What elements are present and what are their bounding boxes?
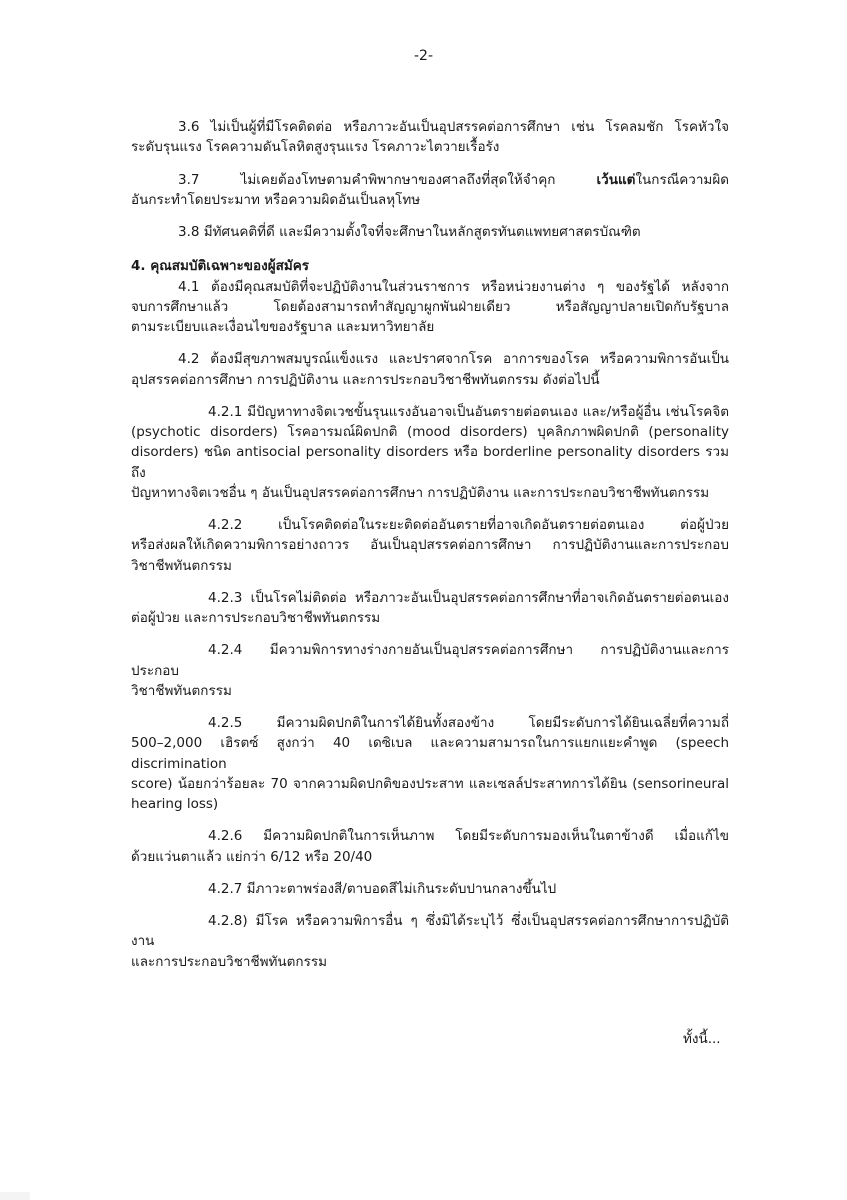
item-4-2-1-line-1: 4.2.1 มีปัญหาทางจิตเวชขั้นรุนแรงอันอาจเป็นอันตรายต่อตนเอง และ/หรือผู้อื่น เช่นโรคจิต (208, 403, 729, 420)
item-3-7-emphasis: เว้นแต่ (596, 171, 636, 188)
item-4-2-2-line-1: 4.2.2 เป็นโรคติดต่อในระยะติดต่ออันตรายที่อาจเกิดอันตรายต่อตนเอง ต่อผู้ป่วย (208, 517, 729, 533)
page-number: -2- (413, 48, 433, 64)
item-3-7 (131, 170, 729, 211)
item-4-2-2 (131, 515, 729, 576)
item-4-2-2-line-3: วิชาชีพทันตกรรม (131, 557, 232, 574)
item-4-2-1-line-2: (psychotic disorders) โรคอารมณ์ผิดปกติ (mood disorders) บุคลิกภาพผิดปกติ (personality (131, 424, 729, 440)
item-3-7-text-c: ในกรณีความผิด (635, 171, 729, 188)
item-4-2-7 (131, 879, 729, 899)
item-4-2-2-line-2: หรือส่งผลให้เกิดความพิการอย่างถาวร อันเป็นอุปสรรคต่อการศึกษา การปฏิบัติงานและการประกอบ (131, 537, 729, 554)
item-4-2-1-line-4: ปัญหาทางจิตเวชอื่น ๆ อันเป็นอุปสรรคต่อการศึกษา การปฏิบัติงาน และการประกอบวิชาชีพทันตกรรม (131, 484, 710, 501)
scan-corner-mark (0, 1192, 30, 1200)
item-4-2-3 (131, 588, 729, 629)
item-4-2-5-line-4: hearing loss) (131, 796, 219, 812)
item-4-2-5-line-3: score) น้อยกว่าร้อยละ 70 จากความผิดปกติของประสาท และเซลล์ประสาทการได้ยิน (sensorineural (131, 775, 729, 792)
item-4-2-6-line-2: ด้วยแว่นตาแล้ว แย่กว่า 6/12 หรือ 20/40 (131, 848, 373, 865)
item-4-2-7-line-1: 4.2.7 มีภาวะตาพร่องสี/ตาบอดสีไม่เกินระดับปานกลางขึ้นไป (208, 880, 557, 897)
item-4-1-line-3: ตามระเบียบและเงื่อนไขของรัฐบาล และมหาวิทยาลัย (131, 319, 435, 335)
item-4-1 (131, 277, 729, 338)
item-3-8 (131, 222, 729, 242)
item-4-1-line-1: 4.1 ต้องมีคุณสมบัติที่จะปฏิบัติงานในส่วนราชการ หรือหน่วยงานต่าง ๆ ของรัฐได้ หลังจาก (178, 278, 729, 295)
item-4-2-4-line-2: วิชาชีพทันตกรรม (131, 682, 232, 699)
item-3-7-line-2: อันกระทำโดยประมาท หรือความผิดอันเป็นลหุโทษ (131, 191, 421, 208)
item-3-8-line-1: 3.8 มีทัศนคติที่ดี และมีความตั้งใจที่จะศึกษาในหลักสูตรทันตแพทยศาสตรบัณฑิต (178, 224, 641, 240)
item-4-2-line-2: อุปสรรคต่อการศึกษา การปฏิบัติงาน และการประกอบวิชาชีพทันตกรรม ดังต่อไปนี้ (131, 371, 600, 388)
item-4-2-8-line-1: 4.2.8) มีโรค หรือความพิการอื่น ๆ ซึ่งมิได้ระบุไว้ ซึ่งเป็นอุปสรรคต่อการศึกษาการปฏิบัติงาน (131, 913, 729, 950)
item-4-1-line-2: จบการศึกษาแล้ว โดยต้องสามารถทำสัญญาผูกพันฝ่ายเดียว หรือสัญญาปลายเปิดกับรัฐบาล (131, 298, 729, 315)
continuation-text: ทั้งนี้... (683, 1031, 721, 1047)
item-4-2-line-1: 4.2 ต้องมีสุขภาพสมบูรณ์แข็งแรง และปราศจากโรค อาการของโรค หรือความพิการอันเป็น (178, 351, 729, 368)
section-4-heading: 4. คุณสมบัติเฉพาะของผู้สมัคร (131, 258, 310, 275)
item-4-2-4 (131, 640, 729, 701)
item-3-6 (131, 117, 729, 158)
item-4-2 (131, 349, 729, 390)
item-3-7-text-a: 3.7 ไม่เคยต้องโทษตามคำพิพากษาของศาลถึงที่สุดให้จำคุก (178, 171, 597, 188)
item-4-2-5-line-2: 500–2,000 เฮิรตซ์ สูงกว่า 40 เดซิเบล และความสามารถในการแยกแยะคำพูด (speech discrimination (131, 735, 729, 772)
item-3-6-line-2: ระดับรุนแรง โรคความดันโลหิตสูงรุนแรง โรคภาวะไตวายเรื้อรัง (131, 139, 500, 156)
item-3-6-line-1: 3.6 ไม่เป็นผู้ที่มีโรคติดต่อ หรือภาวะอันเป็นอุปสรรคต่อการศึกษา เช่น โรคลมชัก โรคหัวใจ (178, 119, 729, 135)
item-4-2-8 (131, 911, 729, 972)
item-4-2-3-line-2: ต่อผู้ป่วย และการประกอบวิชาชีพทันตกรรม (131, 610, 381, 626)
item-4-2-6 (131, 826, 729, 867)
item-4-2-5 (131, 713, 729, 814)
item-4-2-4-line-1: 4.2.4 มีความพิการทางร่างกายอันเป็นอุปสรรคต่อการศึกษา การปฏิบัติงานและการประกอบ (131, 642, 729, 679)
item-4-2-1-line-3: disorders) ชนิด antisocial personality disorders หรือ borderline personality disorders รวมถึง (131, 444, 729, 481)
item-4-2-5-line-1: 4.2.5 มีความผิดปกติในการได้ยินทั้งสองข้าง โดยมีระดับการได้ยินเฉลี่ยที่ความถี่ (208, 715, 729, 731)
item-4-2-6-line-1: 4.2.6 มีความผิดปกติในการเห็นภาพ โดยมีระดับการมองเห็นในตาข้างดี เมื่อแก้ไข (208, 828, 729, 845)
document-body (131, 117, 729, 972)
item-4-2-1 (131, 402, 729, 503)
item-3-7-line-1 (131, 170, 729, 190)
item-4-2-8-line-2: และการประกอบวิชาชีพทันตกรรม (131, 953, 328, 970)
item-4-2-3-line-1: 4.2.3 เป็นโรคไม่ติดต่อ หรือภาวะอันเป็นอุปสรรคต่อการศึกษาที่อาจเกิดอันตรายต่อตนเอง (208, 589, 729, 606)
